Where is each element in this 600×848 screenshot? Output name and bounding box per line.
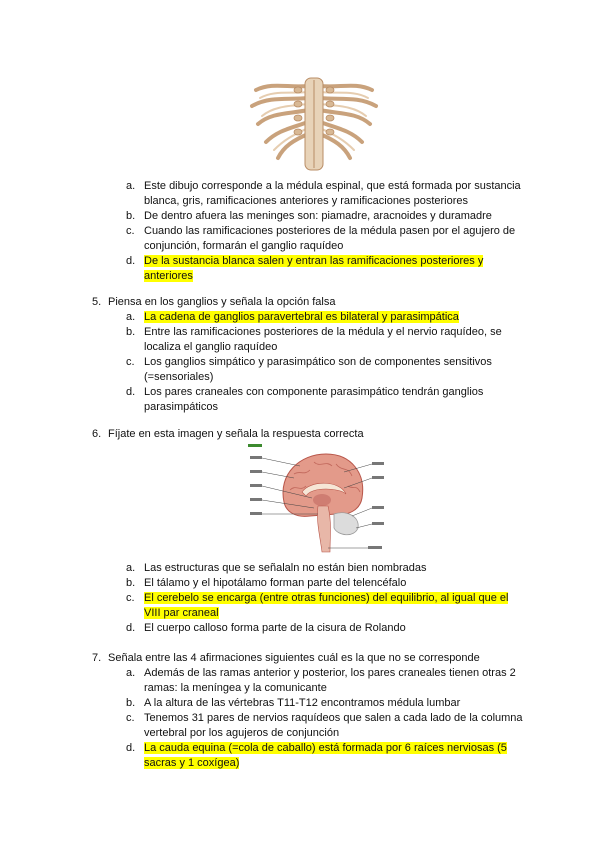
q6-option-d[interactable]: d. El cuerpo calloso forma parte de la cisura de Rolando [126, 622, 406, 634]
question-6-text: Fíjate en esta imagen y señala la respuesta correcta [108, 428, 364, 440]
q5-option-b[interactable]: b. Entre las ramificaciones posteriores de la médula y el nervio raquídeo, se localiza el ganglio raquídeo [126, 326, 502, 353]
question-7-options [126, 666, 526, 771]
q7-option-b[interactable]: b. A la altura de las vértebras T11-T12 encontramos médula lumbar [126, 697, 461, 709]
q7-option-a[interactable]: a. Además de las ramas anterior y posterior, los pares craneales tienen otras 2 ramas: la meníngea y la comunicante [126, 667, 516, 694]
brain-sagittal-figure [248, 444, 386, 556]
section1-option-a[interactable]: a. Este dibujo corresponde a la médula espinal, que está formada por sustancia blanca, gris, ramificaciones anteriores y ramificaciones posteriores [126, 180, 521, 207]
q7-option-c[interactable]: c. Tenemos 31 pares de nervios raquídeos que salen a cada lado de la columna vertebral por los agujeros de conjunción [126, 712, 523, 739]
section1-option-d[interactable]: d. De la sustancia blanca salen y entran las ramificaciones posteriores y anteriores [126, 255, 484, 282]
thalamus-shape [313, 494, 331, 506]
q5-option-d[interactable]: d. Los pares craneales con componente parasimpático tendrán ganglios parasimpáticos [126, 386, 484, 413]
q7-option-d[interactable]: d. La cauda equina (=cola de caballo) está formada por 6 raíces nerviosas (5 sacras y 1 coxígea) [126, 742, 507, 769]
question-7-text: Señala entre las 4 afirmaciones siguientes cuál es la que no se corresponde [108, 652, 480, 664]
q6-option-c[interactable]: c. El cerebelo se encarga (entre otras funciones) del equilibrio, al igual que el VIII par craneal [126, 592, 509, 619]
question-5-options [126, 310, 526, 415]
spinal-cord-figure [248, 76, 380, 172]
question-6-options [126, 561, 526, 636]
section1-option-c[interactable]: c. Cuando las ramificaciones posteriores de la médula pasen por el agujero de conjunción, formarán el ganglio raquídeo [126, 225, 516, 252]
section1-option-b[interactable]: b. De dentro afuera las meninges son: piamadre, aracnoides y duramadre [126, 210, 492, 222]
q5-option-a[interactable]: a. La cadena de ganglios paravertebral es bilateral y parasimpática [126, 311, 459, 323]
q6-option-a[interactable]: a. Las estructuras que se señalaln no están bien nombradas [126, 562, 427, 574]
q5-option-c[interactable]: c. Los ganglios simpático y parasimpático son de componentes sensitivos (=sensoriales) [126, 356, 492, 383]
q6-option-b[interactable]: b. El tálamo y el hipotálamo forman parte del telencéfalo [126, 577, 407, 589]
question-5-text: Piensa en los ganglios y señala la opción falsa [108, 296, 336, 308]
document-page: a. Este dibujo corresponde a la médula espinal, que está formada por sustancia blanca, gris, ramificaciones anteriores y ramificaciones posteriores b. De dentro afuera las meninges son: piamadre, aracnoides y duramadre c. Cuando las ramificaciones posteriores de la médula pasen por el agujero de conjunción, formarán el ganglio raquídeo d. De la sustancia blanca salen y entran las ramificaciones posteriores y anteriores 5. Piensa en los ganglios y señala la opción falsa a. La cadena de ganglios paravertebral es bilateral y parasimpática b. Entre las ramificaciones posteriores de la médula y el nervio raquídeo, se localiza el ganglio raquídeo c. Los ganglios simpático y parasimpático son de componentes sensitivos (=sensoriales) d. Los pares craneales con componente parasimpático tendrán ganglios parasimpáticos 6. Fíjate en esta imagen y señala la respuesta correcta a. Las estructuras que se señalaln no están bien nombradas b. El tálamo y el hipotálamo forman parte del telencéfalo c. El cerebelo se encarga (entre otras funciones) del equilibrio, al igual que el VIII par craneal d. El cuerpo calloso forma parte de la cisura de Rolando 7. Señala entre las 4 afirmaciones siguientes cuál es la que no se corresponde a. Además de las ramas anterior y posterior, los pares craneales tienen otras 2 ramas: la meníngea y la comunicante b. A la altura de las vértebras T11-T12 encontramos médula lumbar c. Tenemos 31 pares de nervios raquídeos que salen a cada lado de la columna vertebral por los agujeros de conjunción d. La cauda equina (=cola de caballo) está formada por 6 raíces nerviosas (5 sacras y 1 coxígea) [0, 0, 600, 848]
section1-options [126, 179, 526, 284]
